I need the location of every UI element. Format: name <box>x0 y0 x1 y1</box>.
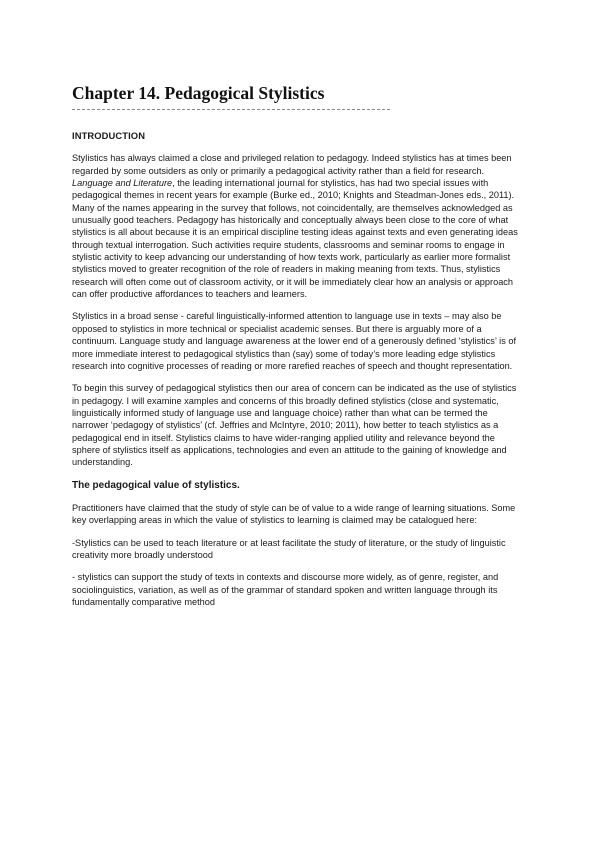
chapter-title: Chapter 14. Pedagogical Stylistics <box>72 83 325 103</box>
section-heading-pedagogical-value: The pedagogical value of stylistics. <box>72 479 240 491</box>
intro-paragraph-1 <box>72 152 523 300</box>
value-list-item-2: - stylistics can support the study of texts in contexts and discourse more widely, as of genre, register, and sociolinguistics, variation, as well as of the grammar of standard spoken and written language through its fundamentally comparative method <box>72 572 499 607</box>
value-paragraph-1: Practitioners have claimed that the study of style can be of value to a wide range of learning situations. Some key overlapping areas in which the value of stylistics to learning is claimed may be catalogued here: <box>72 502 516 526</box>
value-list-item-1: -Stylistics can be used to teach literature or at least facilitate the study of literature, or the study of linguistic creativity more broadly understood <box>72 537 506 560</box>
title-divider <box>72 109 390 110</box>
intro-paragraph-2: Stylistics in a broad sense - careful linguistically-informed attention to language use in texts – may also be opposed to stylistics in more technical or specialist academic senses. But there is arguably more of a continuum. Language study and language awareness at the lower end of a generously defined ‘stylistics’ is of more immediate interest to pedagogical stylistics than (say) some of today’s more leading edge stylistics research into cognitive processes of reading or more rarefied reaches of speech and thought representation. <box>72 311 517 371</box>
intro-paragraph-3: To begin this survey of pedagogical stylistics then our area of concern can be indicated as the use of stylistics in pedagogy. I will examine xamples and concerns of this broadly defined stylistics (close and systematic, linguistically informed study of language use and language choice) rather than what can be termed the narrower ‘pedagogy of stylistics’ (cf. Jeffries and McIntyre, 2010; 2011), how better to teach stylistics as a pedagogical end in itself. Stylistics claims to have wider-ranging applied utility and relevance beyond the sphere of stylistics itself as applications, technologies and even an attitude to the gaining of knowledge and understanding. <box>72 383 517 468</box>
intro-paragraph-1-part-a: Stylistics has always claimed a close and privileged relation to pedagogy. Indeed stylistics has at times been regarded by some outsiders as only or primarily a pedagogical activity rather than a field for research. <box>72 153 512 176</box>
journal-title: Language and Literature <box>72 178 173 189</box>
document-page <box>72 82 523 608</box>
intro-paragraph-1-part-b: , the leading international journal for stylistics, has had two special issues with pedagogical themes in recent years for example (Burke ed., 2010; Knights and Steadman-Jones eds., 2011). Many of the names appearing in the survey that follows, not coincidentally, are themselves acknowledged as unusually good teachers. Pedagogy has historically and conceptually always been close to the core of what stylistics is all about because it is an empirical discipline testing ideas against texts and even generating ideas through textual interrogation. Such activities require students, classrooms and seminar rooms to engage in stylistic activity to keep advancing our understanding of how texts work, particularly as earlier more formalist stylistics moved to greater recognition of the role of readers in making meaning from texts. Thus, stylistics research will often come out of classroom activity, or it will be immediately clear how an analysis or approach can offer productive affordances to teachers and learners. <box>72 178 518 300</box>
section-heading-introduction: INTRODUCTION <box>72 130 146 141</box>
